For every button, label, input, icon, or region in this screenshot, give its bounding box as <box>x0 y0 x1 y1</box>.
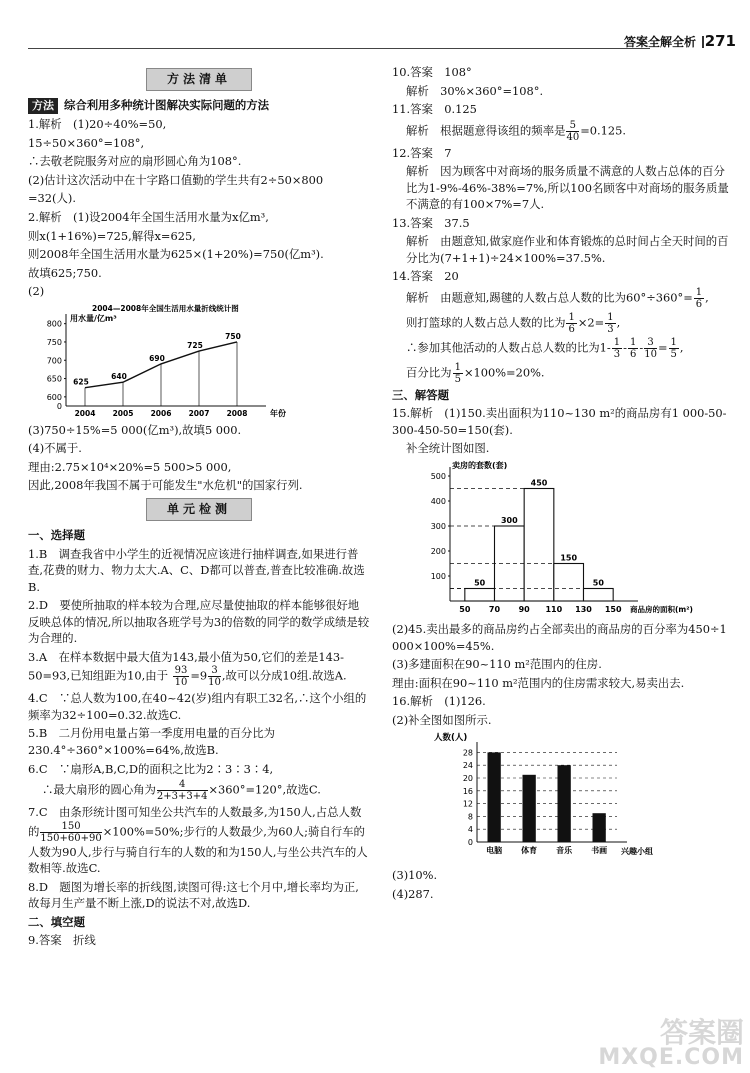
x-tick-label: 2004 <box>74 408 96 418</box>
chart-title: 2004—2008年全国生活用水量折线统计图 <box>92 303 239 313</box>
question-item: 7.C 由条形统计图可知坐公共汽车的人数最多,为150人,占总人数的 $\frac{150}{150+60+90}$ ×100%=50%;步行的人数最少,为60人;骑自行车的人数为90人,步行与骑自行车的人数的和为150人,与坐公共汽车的人数相等.故选C. <box>28 805 368 876</box>
left-column <box>28 64 370 951</box>
right-column <box>392 64 730 904</box>
answer-line: 故填625;750. <box>28 265 102 280</box>
answer-line: (2) <box>28 284 45 299</box>
answer-line: (3)750÷15%=5 000(亿m³),故填5 000. <box>28 422 242 437</box>
x-tick-label: 2005 <box>112 408 134 418</box>
origin-label: 0 <box>56 401 62 411</box>
section-heading: 三、解答题 <box>392 387 449 402</box>
answer-line: ∴去敬老院服务对应的扇形圆心角为108°. <box>28 154 242 169</box>
y-tick-label: 200 <box>430 546 446 556</box>
y-tick-label: 750 <box>46 337 62 347</box>
y-tick-label: 100 <box>430 571 446 581</box>
answer-line: 则x(1+16%)=725,解得x=625, <box>28 228 196 243</box>
data-label: 300 <box>500 515 518 525</box>
answer-line: 15.解析 (1)150.卖出面积为110~130 m²的商品房有1 000-50-300-450-50=150(套). <box>392 406 727 437</box>
x-tick-label: 70 <box>488 604 501 614</box>
answer-line: 10.答案 108° <box>392 65 472 79</box>
x-tick-label: 110 <box>545 604 563 614</box>
x-tick-label: 90 <box>518 604 530 614</box>
x-tick-label: 音乐 <box>556 846 573 856</box>
fraction: $\frac{3}{10}$ <box>208 665 221 689</box>
bar <box>523 775 536 842</box>
y-tick-label: 12 <box>462 799 473 809</box>
y-axis-label: 用水量/亿m³ <box>70 313 117 323</box>
page-header <box>0 28 750 52</box>
answer-line: 理由:2.75×10⁴×20%=5 500>5 000, <box>28 459 232 474</box>
answer-line: (2)估计这次活动中在十字路口值勤的学生共有2÷50×800 <box>28 172 324 187</box>
answer-line: (2)补全图如图所示. <box>392 712 492 727</box>
answer-line: 13.答案 37.5 <box>392 215 470 230</box>
y-tick-label: 500 <box>430 471 446 481</box>
x-tick-label: 2007 <box>188 408 210 418</box>
data-label: 450 <box>530 478 548 488</box>
fraction: $\frac{93}{10}$ <box>174 665 188 689</box>
x-tick-label: 体育 <box>521 846 538 856</box>
data-label: 625 <box>73 377 89 387</box>
header-divider <box>702 36 704 48</box>
answer-line: 则2008年全国生活用水量为625×(1+20%)=750(亿m³). <box>28 247 324 262</box>
y-tick-label: 20 <box>462 774 473 784</box>
answer-line: 因此,2008年我国不属于可能发生"水危机"的国家行列. <box>28 478 303 493</box>
x-tick-label: 50 <box>459 604 471 614</box>
y-axis-label: 卖房的套数(套) <box>452 460 508 470</box>
answer-line: 解析 由题意知,踢毽的人数占总人数的比为60°÷360°= $\frac{1}{6}$ , <box>406 286 709 310</box>
question-item: 4.C ∵总人数为100,在40~42(岁)组内有职工32名,∴这个小组的频率为32÷100=0.32.故选C. <box>28 691 367 722</box>
x-axis-label: 商品房的面积(m²) <box>630 604 693 614</box>
method-title: 综合利用多种统计图解决实际问题的方法 <box>64 98 270 113</box>
answer-line: 14.答案 20 <box>392 269 459 284</box>
interest-group-bar-chart <box>432 730 692 865</box>
answer-line: (3)10%. <box>392 868 438 883</box>
y-tick-label: 24 <box>462 761 473 771</box>
fraction: $\frac{150}{150+60+90}$ <box>40 820 102 844</box>
y-tick-label: 4 <box>467 825 473 835</box>
question-item: ∴最大扇形的圆心角为 $\frac{4}{2+3+3+4}$ ×360°=120°,故选C. <box>42 779 321 803</box>
fraction: $\frac{5}{40}$ <box>566 119 580 143</box>
bar <box>488 753 501 843</box>
section-heading: 一、选择题 <box>28 528 85 543</box>
answer-line: ∴参加其他活动的人数占总人数的比为1- $\frac{1}{3}$ - $\frac{1}{6}$ - $\frac{3}{10}$ = $\frac{1}{5}$ , <box>406 336 684 360</box>
x-axis-label: 兴趣小组 <box>621 847 653 857</box>
y-axis-label: 人数(人) <box>434 733 468 744</box>
question-item: 9.答案 折线 <box>28 933 96 948</box>
x-tick-label: 2008 <box>226 408 248 418</box>
y-tick-label: 300 <box>430 521 446 531</box>
answer-line: =32(人). <box>28 191 76 206</box>
question-item: 3.A 在样本数据中最大值为143,最小值为50,它们的差是143-50=93,已知组距为10,由于 $\frac{93}{10}$ =9 $\frac{3}{10}$ ,故可以分成10组.故选A. <box>28 649 347 689</box>
y-tick-label: 600 <box>46 392 62 402</box>
y-tick-label: 650 <box>46 374 62 384</box>
data-label: 150 <box>560 553 578 563</box>
y-tick-label: 700 <box>46 355 62 365</box>
data-label: 50 <box>474 578 486 588</box>
method-tag: 方法 <box>28 98 58 114</box>
x-tick-label: 150 <box>604 604 622 614</box>
fraction: $\frac{4}{2+3+3+4}$ <box>156 779 208 803</box>
y-tick-label: 28 <box>462 748 473 758</box>
x-axis-label: 年份 <box>270 408 286 418</box>
data-label: 690 <box>149 353 165 363</box>
banner-unit-test: 单元检测 <box>28 498 370 521</box>
data-label: 640 <box>111 371 127 381</box>
answer-line: (4)不属于. <box>28 441 82 456</box>
answer-line: 解析 30%×360°=108°. <box>406 83 544 98</box>
data-label: 750 <box>225 331 241 341</box>
page-number: 271 <box>704 32 736 50</box>
x-tick-label: 130 <box>575 604 592 614</box>
answer-line: 15÷50×360°=108°, <box>28 135 145 150</box>
x-tick-label: 2006 <box>150 408 172 418</box>
watermark: 答案圈 MXQE.COM <box>598 1016 744 1070</box>
answer-line: (3)多建面积在90~110 m²范围内的住房. <box>392 657 602 672</box>
y-tick-label: 16 <box>462 786 473 796</box>
y-tick-label: 8 <box>467 812 473 822</box>
answer-line: 解析 因为顾客中对商场的服务质量不满意的人数占总体的百分比为1-9%-46%-38%=7%,所以100名顾客中对商场的服务质量不满意的有100×7%=7人. <box>406 164 729 212</box>
answer-line: 1.解析 (1)20÷40%=50, <box>28 117 167 132</box>
housing-histogram <box>392 459 722 619</box>
answer-line: 12.答案 7 <box>392 145 452 160</box>
x-tick-label: 电脑 <box>486 846 503 856</box>
answer-line: 理由:面积在90~110 m²范围内的住房需求较大,易卖出去. <box>392 675 685 690</box>
header-title: 答案全解全析 <box>623 35 696 49</box>
water-usage-line-chart <box>28 302 328 420</box>
histogram-bar <box>524 488 554 601</box>
histogram-bar <box>554 563 584 601</box>
x-tick-label: 书画 <box>591 846 608 856</box>
histogram-bar <box>465 588 495 601</box>
y-tick-label: 800 <box>46 319 62 329</box>
question-item: 8.D 题图为增长率的折线图,读图可得:这七个月中,增长率均为正,故每月生产量不断上涨,D的说法不对,故选D. <box>28 879 359 911</box>
answer-line: 11.答案 0.125 <box>392 102 477 117</box>
data-label: 50 <box>592 578 604 588</box>
banner-method-list: 方法清单 <box>28 68 370 91</box>
question-item: 2.D 要使所抽取的样本较为合理,应尽量使抽取的样本能够很好地反映总体的情况,所以抽取各班学号为3的倍数的同学的数学成绩是较为合理的. <box>28 598 370 646</box>
section-heading: 二、填空题 <box>28 914 85 929</box>
method-heading <box>28 97 370 114</box>
header-rule <box>28 48 650 49</box>
answer-line: 解析 由题意知,做家庭作业和体育锻炼的总时间占全天时间的百分比为(7+1+1)÷24×100%=37.5%. <box>406 234 729 265</box>
answer-line: 百分比为 $\frac{1}{5}$ ×100%=20%. <box>406 361 545 385</box>
question-item: 6.C ∵扇形A,B,C,D的面积之比为2∶3∶3∶4, <box>28 761 274 776</box>
question-item: 5.B 二月份用电量占第一季度用电量的百分比为230.4°÷360°×100%=64%,故选B. <box>28 726 276 757</box>
answer-line: (2)45.卖出最多的商品房约占全部卖出的商品房的百分率为450÷1 000×100%=45%. <box>392 621 727 653</box>
y-tick-label: 0 <box>467 838 473 848</box>
answer-line: 则打篮球的人数占总人数的比为 $\frac{1}{6}$ ×2= $\frac{1}{3}$ , <box>406 311 621 335</box>
bar <box>593 813 606 842</box>
histogram-bar <box>584 588 614 601</box>
question-item: 1.B 调查我省中小学生的近视情况应该进行抽样调查,如果进行普查,花费的财力、物力太大.A、C、D都可以普查,普查比较准确.故选B. <box>28 546 365 594</box>
answer-line: 16.解析 (1)126. <box>392 694 486 709</box>
answer-line: 补全统计图如图. <box>406 441 490 456</box>
answer-line: 2.解析 (1)设2004年全国生活用水量为x亿m³, <box>28 209 269 224</box>
y-tick-label: 400 <box>430 496 446 506</box>
answer-line: 解析 根据题意得该组的频率是 $\frac{5}{40}$ =0.125. <box>406 119 626 143</box>
answer-line: (4)287. <box>392 886 434 901</box>
data-label: 725 <box>187 340 203 350</box>
bar <box>558 765 571 842</box>
